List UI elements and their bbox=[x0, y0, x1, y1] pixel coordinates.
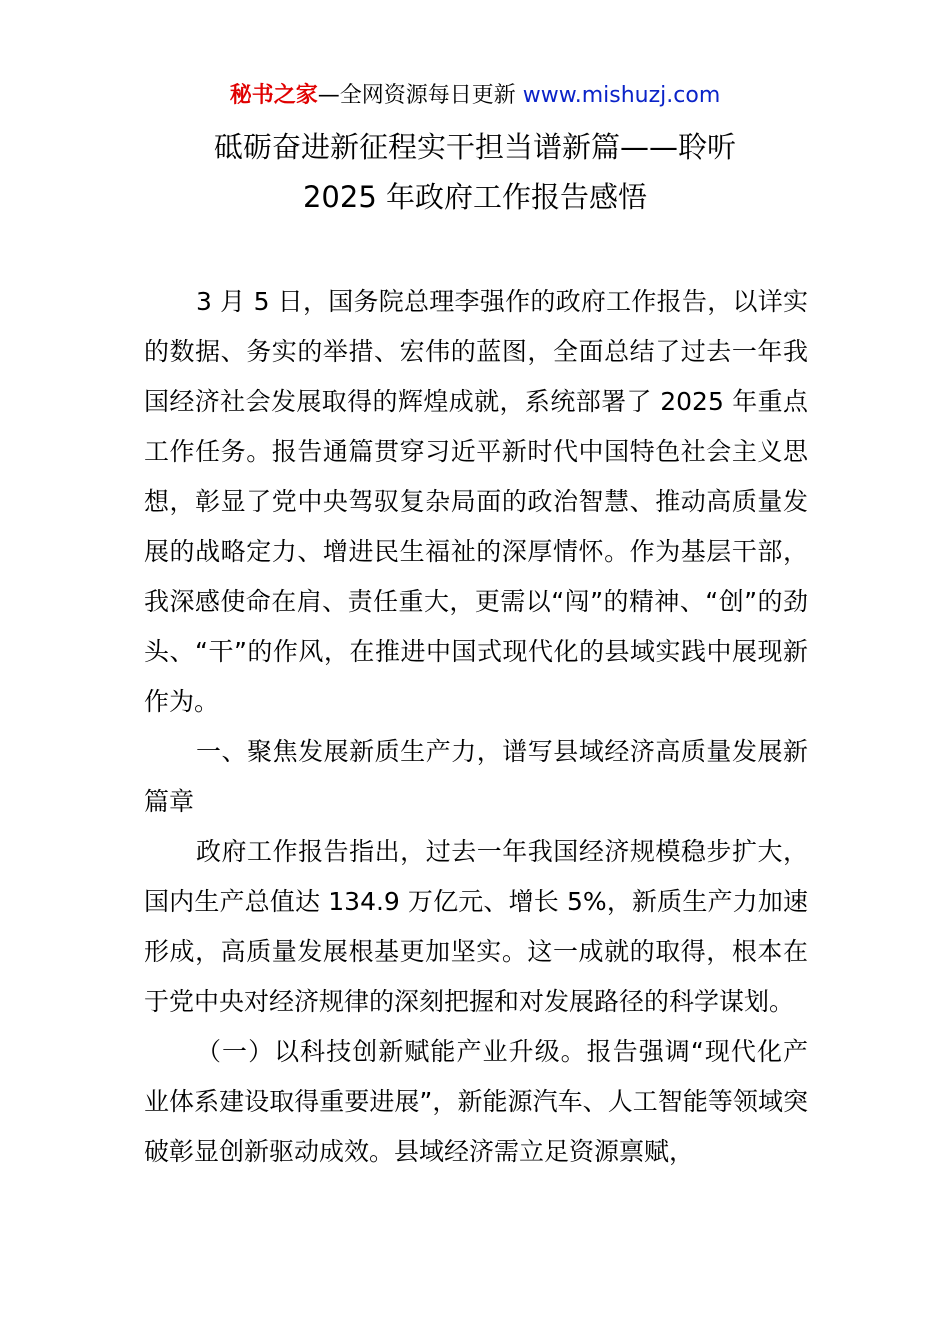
site-tagline: —全网资源每日更新 bbox=[317, 83, 523, 108]
body-paragraph: 政府工作报告指出，过去一年我国经济规模稳步扩大，国内生产总值达 134.9 万亿元、增长 5%，新质生产力加速形成，高质量发展根基更加坚实。这一成就的取得，根本在于党中央对经济规律的深刻把握和对发展路径的科学谋划。 bbox=[144, 837, 808, 1016]
subsection-paragraph-1: （一）以科技创新赋能产业升级。报告强调“现代化产业体系建设取得重要进展”，新能源汽车、人工智能等领域突破彰显创新驱动成效。县域经济需立足资源禀赋， bbox=[144, 1037, 808, 1166]
section-heading-1: 一、聚焦发展新质生产力，谱写县域经济高质量发展新篇章 bbox=[144, 737, 808, 816]
site-name: 秘书之家 bbox=[229, 83, 318, 108]
intro-paragraph: 3 月 5 日，国务院总理李强作的政府工作报告，以详实的数据、务实的举措、宏伟的蓝图，全面总结了过去一年我国经济社会发展取得的辉煌成就，系统部署了 2025 年重点工作任务。报告通篇贯穿习近平新时代中国特色社会主义思想，彰显了党中央驾驭复杂局面的政治智慧、推动高质量发展的战略定力、增进民生福祉的深厚情怀。作为基层干部，我深感使命在肩、责任重大，更需以“闯”的精神、“创”的劲头、“干”的作风，在推进中国式现代化的县域实践中展现新作为。 bbox=[144, 287, 808, 716]
site-url-link[interactable]: www.mishuzj.com bbox=[522, 83, 721, 108]
document-title-line-1: 砥砺奋进新征程实干担当谱新篇——聆听 bbox=[213, 130, 736, 164]
site-header bbox=[0, 80, 950, 112]
document-title-line-2: 2025 年政府工作报告感悟 bbox=[302, 180, 648, 214]
document-body bbox=[144, 277, 808, 1177]
